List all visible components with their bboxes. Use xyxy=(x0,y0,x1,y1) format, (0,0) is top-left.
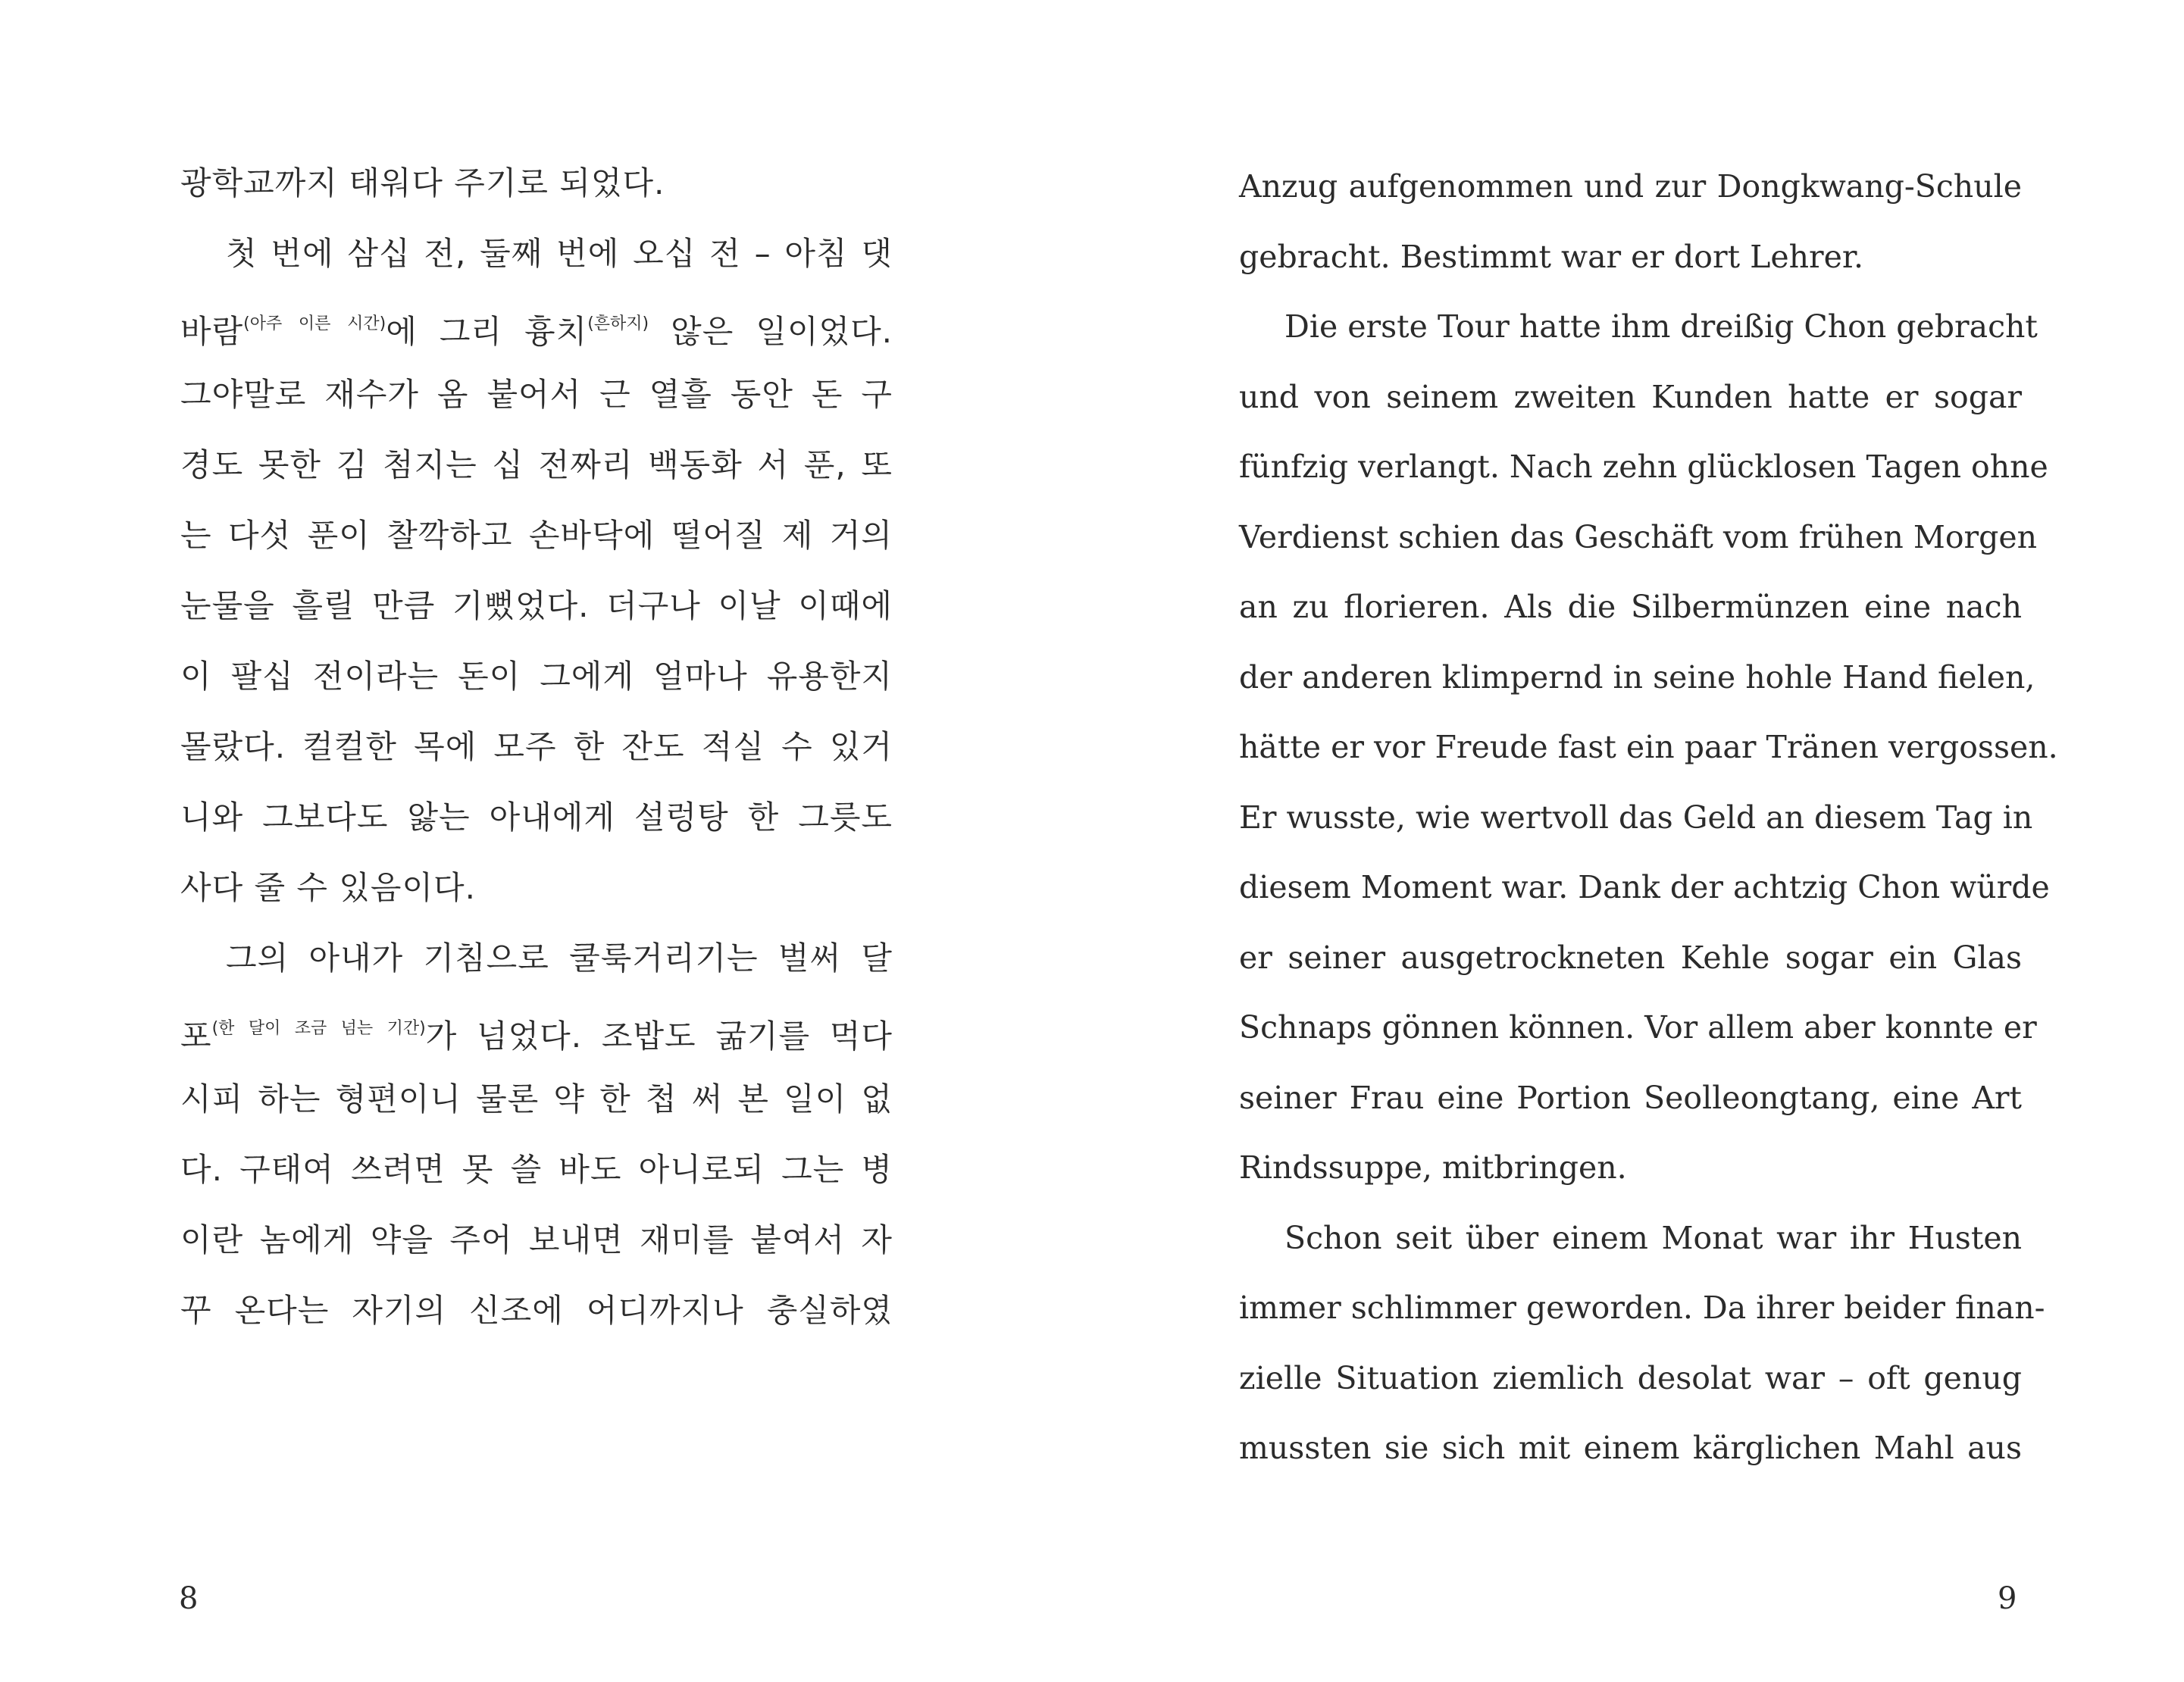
text-line: 이 팔십 전이라는 돈이 그에게 얼마나 유용한지 xyxy=(180,658,893,695)
german-text-block xyxy=(1239,152,2058,1483)
text-line: fünfzig verlangt. Nach zehn glücklosen Tagen ohne xyxy=(1239,449,2048,485)
text-line: 다. 구태여 쓰려면 못 쓸 바도 아니로되 그는 병 xyxy=(180,1151,893,1188)
page-number: 8 xyxy=(179,1581,199,1616)
text-line: 이란 놈에게 약을 주어 보내면 재미를 붙여서 자 xyxy=(180,1221,893,1258)
text-line: und von seinem zweiten Kunden hatte er sogar xyxy=(1239,378,2022,415)
text-line: der anderen klimpernd in seine hohle Hand fielen, xyxy=(1239,658,2035,696)
text-line: 는 다섯 푼이 찰깍하고 손바닥에 떨어질 제 거의 xyxy=(180,517,893,554)
text-line: mussten sie sich mit einem kärglichen Mahl aus xyxy=(1239,1430,2022,1466)
text-line: 꾸 온다는 자기의 신조에 어디까지나 충실하였 xyxy=(180,1292,893,1329)
gloss-annotation: (흔하지) xyxy=(587,314,649,333)
gloss-annotation: (아주 이른 시간) xyxy=(243,314,386,333)
text-segment: 바람 xyxy=(180,313,244,350)
right-page xyxy=(1092,0,2184,1682)
page-number: 9 xyxy=(1998,1581,2017,1616)
text-line: Schon seit über einem Monat war ihr Husten xyxy=(1284,1219,2022,1256)
text-line: er seiner ausgetrockneten Kehle sogar ein Glas xyxy=(1239,939,2022,976)
text-line: 그의 아내가 기침으로 쿨룩거리기는 벌써 달 xyxy=(226,939,893,977)
text-line: Rindssuppe, mitbringen. xyxy=(1239,1149,1627,1186)
text-line: seiner Frau eine Portion Seolleongtang, eine Art xyxy=(1239,1079,2022,1116)
text-line: Er wusste, wie wertvoll das Geld an diesem Tag in xyxy=(1239,799,2033,836)
text-line: 광학교까지 태워다 주기로 되었다. xyxy=(180,164,665,202)
text-line xyxy=(180,993,893,1064)
text-line: 첫 번에 삼십 전, 둘째 번에 오십 전 – 아침 댓 xyxy=(226,235,893,272)
text-line: hätte er vor Freude fast ein paar Tränen vergossen. xyxy=(1239,729,2058,765)
text-line: Verdienst schien das Geschäft vom frühen Morgen xyxy=(1239,518,2038,555)
text-line: zielle Situation ziemlich desolat war – oft genug xyxy=(1239,1359,2022,1396)
text-segment: 가 넘었다. 조밥도 굶기를 먹다 xyxy=(425,1018,893,1055)
korean-text-block xyxy=(180,148,893,1346)
text-line: immer schlimmer geworden. Da ihrer beider finan- xyxy=(1239,1290,2045,1326)
text-segment: 포 xyxy=(180,1018,212,1055)
text-line: diesem Moment war. Dank der achtzig Chon würde xyxy=(1239,869,2050,905)
text-segment: 않은 일이었다. xyxy=(649,313,893,350)
text-line: gebracht. Bestimmt war er dort Lehrer. xyxy=(1239,238,1863,275)
text-segment: 에 그리 흉치 xyxy=(386,313,588,350)
text-line xyxy=(180,289,893,359)
text-line: Die erste Tour hatte ihm dreißig Chon gebracht xyxy=(1284,308,2038,345)
text-line: Anzug aufgenommen und zur Dongkwang-Schule xyxy=(1239,168,2022,205)
text-line: 눈물을 흘릴 만큼 기뻤었다. 더구나 이날 이때에 xyxy=(180,587,893,624)
gloss-annotation: (한 달이 조금 넘는 기간) xyxy=(211,1019,426,1038)
text-line: 사다 줄 수 있음이다. xyxy=(180,869,476,906)
text-line: 니와 그보다도 앓는 아내에게 설렁탕 한 그릇도 xyxy=(180,799,893,836)
text-line: 경도 못한 김 첨지는 십 전짜리 백동화 서 푼, 또 xyxy=(180,446,893,483)
text-line: Schnaps gönnen können. Vor allem aber konnte er xyxy=(1239,1009,2037,1046)
text-line: 그야말로 재수가 옴 붙어서 근 열흘 동안 돈 구 xyxy=(180,376,893,413)
text-line: 시피 하는 형편이니 물론 약 한 첩 써 본 일이 없 xyxy=(180,1080,893,1118)
text-line: 몰랐다. 컬컬한 목에 모주 한 잔도 적실 수 있거 xyxy=(180,728,893,765)
text-line: an zu florieren. Als die Silbermünzen eine nach xyxy=(1239,589,2022,625)
